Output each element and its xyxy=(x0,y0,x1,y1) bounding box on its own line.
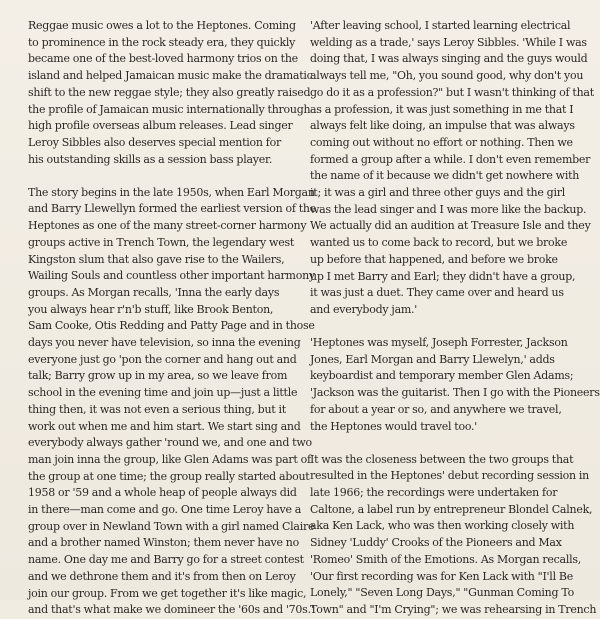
text-line: late 1966; the recordings were undertaken for xyxy=(310,486,558,500)
text-line: keyboardist and temporary member Glen Adams; xyxy=(310,369,574,383)
text-line: group over in Newland Town with a girl named Claire xyxy=(28,519,315,533)
paragraph-gap xyxy=(310,435,586,451)
text-line: to prominence in the rock steady era, they quickly xyxy=(28,35,296,49)
text-line: shift to the new reggae style; they also greatly raised xyxy=(28,85,311,99)
text-line: everyone just go 'pon the corner and hang out and xyxy=(28,352,297,366)
text-line: join our group. From we get together it's like magic, xyxy=(28,586,307,600)
text-line: it was just a duet. They came over and heard us xyxy=(310,286,564,300)
right-text-column xyxy=(310,18,600,619)
paragraph-gap xyxy=(28,168,300,184)
text-line: wanted us to come back to record, but we broke xyxy=(310,236,568,250)
text-line: always felt like doing, an impulse that was always xyxy=(310,119,575,133)
text-line: groups. As Morgan recalls, 'Inna the early days xyxy=(28,285,280,299)
text-line: man join inna the group, like Glen Adams was part of xyxy=(28,452,311,466)
text-line: Lonely," "Seven Long Days," "Gunman Coming To xyxy=(310,586,574,600)
text-line: the Heptones would travel too.' xyxy=(310,419,478,433)
text-line: 'Our first recording was for Ken Lack with "I'll Be xyxy=(310,569,573,583)
paragraph xyxy=(310,452,597,619)
text-line: up I met Barry and Earl; they didn't have a group, xyxy=(310,269,576,283)
paragraph xyxy=(310,335,600,435)
text-line: Heptones as one of the many street-corner harmony xyxy=(28,219,307,233)
text-line: the group at one time; the group really started about xyxy=(28,469,310,483)
text-line: Caltone, a label run by entrepreneur Blondel Calnek, xyxy=(310,502,593,516)
text-line: Jones, Earl Morgan and Barry Llewelyn,' adds xyxy=(310,352,555,366)
text-line: Sam Cooke, Otis Redding and Patty Page and in those xyxy=(28,319,315,333)
text-line: for about a year or so, and anywhere we travel, xyxy=(310,402,562,416)
paragraph-gap xyxy=(310,319,586,335)
text-line: high profile overseas album releases. Lead singer xyxy=(28,119,293,133)
text-line: talk; Barry grow up in my area, so we leave from xyxy=(28,369,288,383)
text-line: Wailing Souls and countless other important harmony xyxy=(28,269,315,283)
text-line: and a brother named Winston; them never have no xyxy=(28,536,299,550)
text-line: and we dethrone them and it's from then on Leroy xyxy=(28,569,296,583)
text-line: as a profession, it was just something in me that I xyxy=(310,102,574,116)
text-line: his outstanding skills as a session bass player. xyxy=(28,152,273,166)
text-line: doing that, I was always singing and the guys would xyxy=(310,52,588,66)
text-line: groups active in Trench Town, the legendary west xyxy=(28,235,295,249)
text-line: up before that happened, and before we broke xyxy=(310,252,558,266)
text-line: Leroy Sibbles also deserves special mention for xyxy=(28,135,281,149)
paragraph xyxy=(310,18,594,319)
text-line: welding as a trade,' says Leroy Sibbles. 'While I was xyxy=(310,35,587,49)
text-line: became one of the best-loved harmony trios on the xyxy=(28,52,298,66)
text-line: 1958 or '59 and a whole heap of people always did xyxy=(28,486,297,500)
text-line: thing then, it was not even a serious thing, but it xyxy=(28,402,286,416)
text-line: the name of it because we didn't get nowhere with xyxy=(310,169,580,183)
text-line: The story begins in the late 1950s, when Earl Morgan xyxy=(28,185,315,199)
text-line: 'Romeo' Smith of the Emotions. As Morgan recalls, xyxy=(310,552,581,566)
text-line: resulted in the Heptones' debut recording session in xyxy=(310,469,589,483)
text-line: coming out without no effort or nothing. Then we xyxy=(310,135,573,149)
text-line: 'After leaving school, I started learning electrical xyxy=(310,19,571,32)
text-line: Town" and "I'm Crying"; we was rehearsing in Trench xyxy=(310,602,597,616)
text-line: in there—man come and go. One time Leroy have a xyxy=(28,503,302,517)
text-line: go do it as a profession?" but I wasn't thinking of that xyxy=(310,85,594,99)
text-line: days you never have television, so inna the evening xyxy=(28,336,301,350)
text-line: school in the evening time and join up—just a little xyxy=(28,386,298,400)
text-line: It was the closeness between the two groups that xyxy=(310,452,574,466)
text-line: We actually did an audition at Treasure Isle and they xyxy=(310,219,591,233)
text-line: everybody always gather 'round we, and one and two xyxy=(28,436,312,450)
text-line: and Barry Llewellyn formed the earliest version of the xyxy=(28,202,316,216)
text-line: aka Ken Lack, who was then working closely with xyxy=(310,519,575,533)
text-line: Sidney 'Luddy' Crooks of the Pioneers and Max xyxy=(310,536,562,550)
text-line: it; it was a girl and three other guys and the girl xyxy=(310,186,565,200)
text-line: island and helped Jamaican music make the dramatic xyxy=(28,69,313,83)
text-line: 'Heptones was myself, Joseph Forrester, Jackson xyxy=(310,336,568,350)
text-line: always tell me, "Oh, you sound good, why don't you xyxy=(310,69,584,83)
paragraph xyxy=(28,185,316,619)
text-line: Reggae music owes a lot to the Heptones. Coming xyxy=(28,19,296,32)
text-line: formed a group after a while. I don't even remember xyxy=(310,152,591,166)
text-line: and that's what make we domineer the '60s and '70s.' xyxy=(28,603,314,617)
text-line: you always hear r'n'b stuff, like Brook Benton, xyxy=(28,302,274,316)
text-line: Kingston slum that also gave rise to the Wailers, xyxy=(28,252,285,266)
text-line: was the lead singer and I was more like the backup. xyxy=(310,202,587,216)
text-line: name. One day me and Barry go for a street contest xyxy=(28,553,304,567)
paragraph xyxy=(28,18,313,168)
left-text-column xyxy=(28,18,316,619)
text-line: 'Jackson was the guitarist. Then I go with the Pioneers xyxy=(310,386,600,400)
text-line: and everybody jam.' xyxy=(310,302,418,316)
text-line: work out when me and him start. We start sing and xyxy=(28,419,301,433)
text-line: the profile of Jamaican music internationally through xyxy=(28,102,311,116)
